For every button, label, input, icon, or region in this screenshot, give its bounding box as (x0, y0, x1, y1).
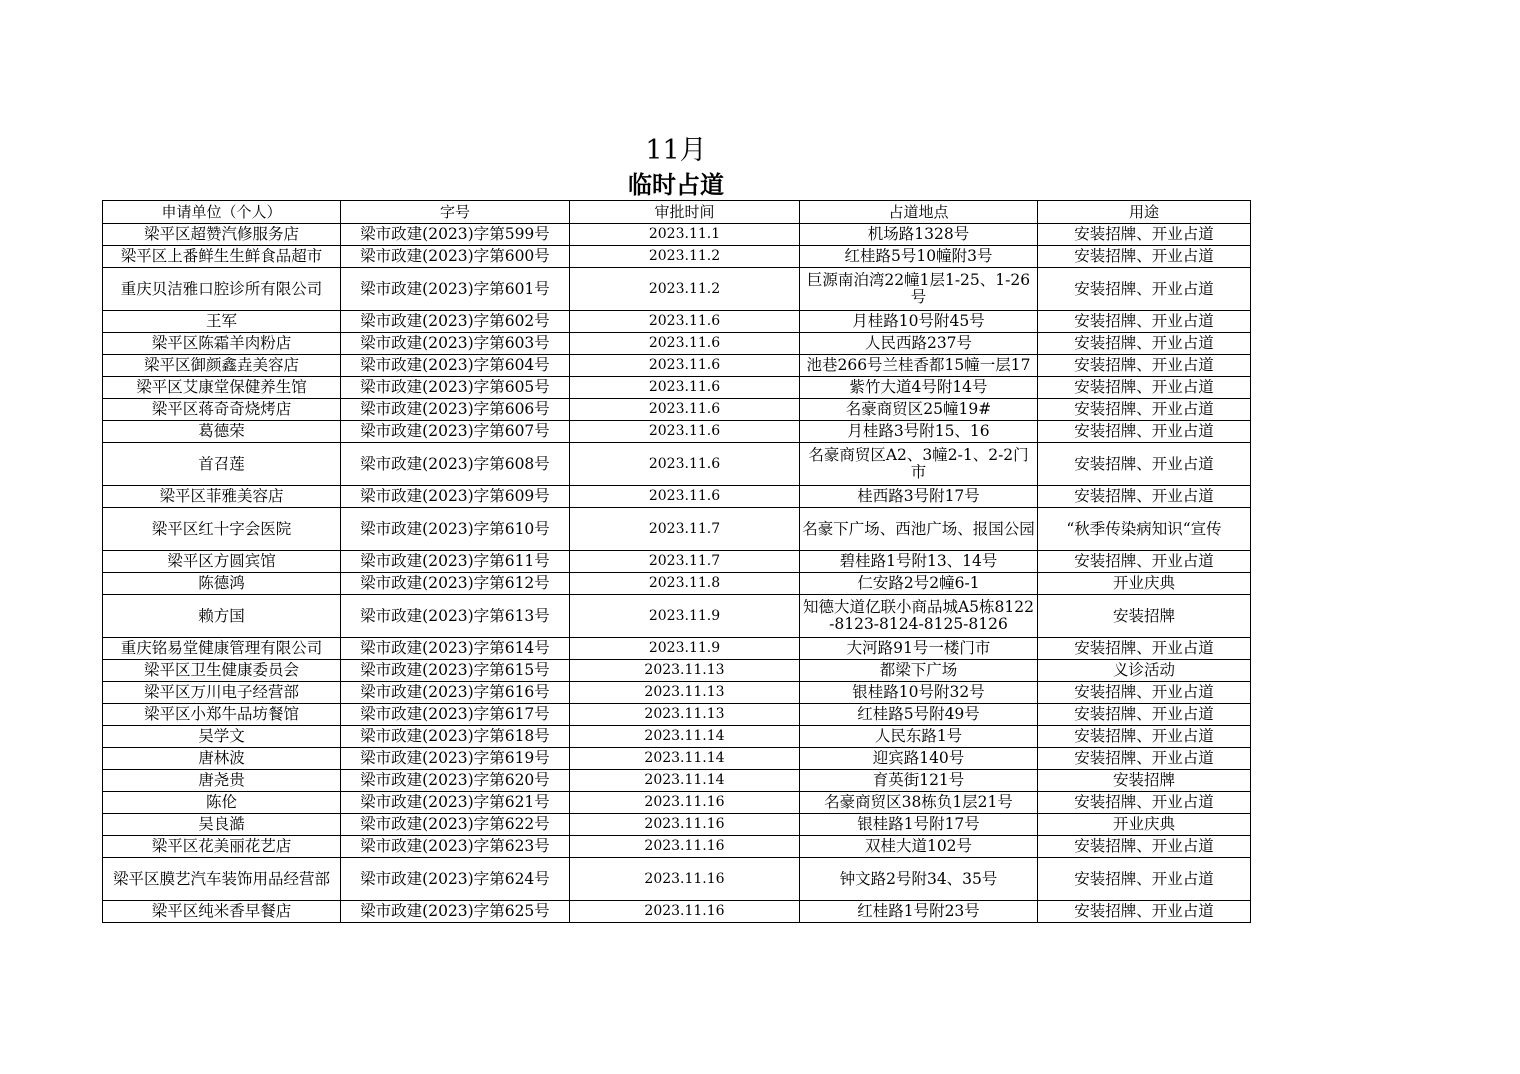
cell-purpose: 安装招牌、开业占道 (1038, 551, 1251, 573)
cell-location: 名豪商贸区38栋负1层21号 (800, 792, 1038, 814)
cell-permit-number: 梁市政建(2023)字第613号 (341, 595, 570, 638)
table-row (103, 660, 1251, 682)
cell-permit-number: 梁市政建(2023)字第620号 (341, 770, 570, 792)
cell-applicant: 吴学文 (103, 726, 341, 748)
cell-purpose: 安装招牌、开业占道 (1038, 399, 1251, 421)
cell-location: 紫竹大道4号附14号 (800, 377, 1038, 399)
cell-location: 钟文路2号附34、35号 (800, 858, 1038, 901)
cell-approval-date: 2023.11.9 (570, 595, 800, 638)
cell-purpose: 安装招牌、开业占道 (1038, 836, 1251, 858)
cell-applicant: 陈德鸿 (103, 573, 341, 595)
cell-location: 月桂路10号附45号 (800, 311, 1038, 333)
cell-permit-number: 梁市政建(2023)字第622号 (341, 814, 570, 836)
table-row (103, 748, 1251, 770)
table-row (103, 377, 1251, 399)
table-row (103, 901, 1251, 923)
cell-purpose: 安装招牌、开业占道 (1038, 704, 1251, 726)
cell-approval-date: 2023.11.2 (570, 246, 800, 268)
cell-applicant: 赖方国 (103, 595, 341, 638)
month-heading: 11月 (645, 135, 707, 166)
cell-approval-date: 2023.11.16 (570, 792, 800, 814)
cell-permit-number: 梁市政建(2023)字第600号 (341, 246, 570, 268)
cell-permit-number: 梁市政建(2023)字第616号 (341, 682, 570, 704)
cell-approval-date: 2023.11.14 (570, 748, 800, 770)
cell-purpose: 开业庆典 (1038, 573, 1251, 595)
cell-permit-number: 梁市政建(2023)字第610号 (341, 508, 570, 551)
cell-permit-number: 梁市政建(2023)字第603号 (341, 333, 570, 355)
table-row (103, 573, 1251, 595)
cell-approval-date: 2023.11.13 (570, 704, 800, 726)
cell-purpose: 安装招牌、开业占道 (1038, 246, 1251, 268)
cell-purpose: 安装招牌、开业占道 (1038, 638, 1251, 660)
cell-approval-date: 2023.11.14 (570, 770, 800, 792)
cell-purpose: 安装招牌 (1038, 595, 1251, 638)
cell-purpose: “秋季传染病知识“宣传 (1038, 508, 1251, 551)
column-header-applicant: 申请单位（个人） (103, 201, 341, 224)
cell-purpose: 安装招牌、开业占道 (1038, 858, 1251, 901)
table-body (103, 224, 1251, 923)
cell-approval-date: 2023.11.7 (570, 551, 800, 573)
cell-applicant: 葛德荣 (103, 421, 341, 443)
cell-permit-number: 梁市政建(2023)字第605号 (341, 377, 570, 399)
table-row (103, 443, 1251, 486)
cell-applicant: 梁平区陈霜羊肉粉店 (103, 333, 341, 355)
column-header-purpose: 用途 (1038, 201, 1251, 224)
cell-location: 名豪商贸区A2、3幢2-1、2-2门市 (800, 443, 1038, 486)
cell-purpose: 安装招牌 (1038, 770, 1251, 792)
table-row (103, 836, 1251, 858)
cell-applicant: 梁平区花美丽花艺店 (103, 836, 341, 858)
table-row (103, 399, 1251, 421)
table-row (103, 224, 1251, 246)
cell-approval-date: 2023.11.6 (570, 486, 800, 508)
cell-permit-number: 梁市政建(2023)字第599号 (341, 224, 570, 246)
cell-applicant: 梁平区御颜鑫垚美容店 (103, 355, 341, 377)
cell-approval-date: 2023.11.2 (570, 268, 800, 311)
cell-applicant: 梁平区纯米香早餐店 (103, 901, 341, 923)
cell-approval-date: 2023.11.16 (570, 901, 800, 923)
cell-approval-date: 2023.11.8 (570, 573, 800, 595)
table-row (103, 311, 1251, 333)
page-title: 临时占道 (628, 171, 724, 199)
cell-location: 红桂路5号10幢附3号 (800, 246, 1038, 268)
cell-purpose: 安装招牌、开业占道 (1038, 224, 1251, 246)
cell-purpose: 安装招牌、开业占道 (1038, 377, 1251, 399)
cell-approval-date: 2023.11.6 (570, 377, 800, 399)
cell-location: 人民东路1号 (800, 726, 1038, 748)
cell-location: 双桂大道102号 (800, 836, 1038, 858)
cell-approval-date: 2023.11.9 (570, 638, 800, 660)
table-header-row (103, 201, 1251, 224)
cell-location: 人民西路237号 (800, 333, 1038, 355)
table-row (103, 486, 1251, 508)
column-header-date: 审批时间 (570, 201, 800, 224)
cell-purpose: 安装招牌、开业占道 (1038, 268, 1251, 311)
cell-approval-date: 2023.11.6 (570, 311, 800, 333)
cell-location: 都梁下广场 (800, 660, 1038, 682)
cell-location: 红桂路1号附23号 (800, 901, 1038, 923)
cell-permit-number: 梁市政建(2023)字第617号 (341, 704, 570, 726)
cell-location: 巨源南泊湾22幢1层1-25、1-26号 (800, 268, 1038, 311)
cell-applicant: 梁平区菲雅美容店 (103, 486, 341, 508)
cell-approval-date: 2023.11.14 (570, 726, 800, 748)
cell-approval-date: 2023.11.1 (570, 224, 800, 246)
cell-permit-number: 梁市政建(2023)字第614号 (341, 638, 570, 660)
cell-permit-number: 梁市政建(2023)字第601号 (341, 268, 570, 311)
cell-location: 迎宾路140号 (800, 748, 1038, 770)
table-row (103, 421, 1251, 443)
cell-permit-number: 梁市政建(2023)字第615号 (341, 660, 570, 682)
cell-applicant: 梁平区方圆宾馆 (103, 551, 341, 573)
cell-applicant: 重庆铭易堂健康管理有限公司 (103, 638, 341, 660)
cell-applicant: 重庆贝洁雅口腔诊所有限公司 (103, 268, 341, 311)
cell-location: 机场路1328号 (800, 224, 1038, 246)
table-row (103, 792, 1251, 814)
cell-approval-date: 2023.11.7 (570, 508, 800, 551)
cell-purpose: 安装招牌、开业占道 (1038, 311, 1251, 333)
table-row (103, 333, 1251, 355)
cell-purpose: 安装招牌、开业占道 (1038, 421, 1251, 443)
cell-location: 仁安路2号2幢6-1 (800, 573, 1038, 595)
cell-applicant: 梁平区卫生健康委员会 (103, 660, 341, 682)
cell-applicant: 梁平区膜艺汽车装饰用品经营部 (103, 858, 341, 901)
cell-approval-date: 2023.11.16 (570, 858, 800, 901)
cell-approval-date: 2023.11.6 (570, 333, 800, 355)
cell-applicant: 梁平区万川电子经营部 (103, 682, 341, 704)
table-row (103, 726, 1251, 748)
cell-permit-number: 梁市政建(2023)字第623号 (341, 836, 570, 858)
cell-location: 月桂路3号附15、16 (800, 421, 1038, 443)
table-row (103, 858, 1251, 901)
cell-applicant: 梁平区红十字会医院 (103, 508, 341, 551)
cell-location: 知德大道亿联小商品城A5栋8122-8123-8124-8125-8126 (800, 595, 1038, 638)
cell-permit-number: 梁市政建(2023)字第618号 (341, 726, 570, 748)
table-row (103, 595, 1251, 638)
cell-permit-number: 梁市政建(2023)字第625号 (341, 901, 570, 923)
cell-purpose: 安装招牌、开业占道 (1038, 682, 1251, 704)
cell-approval-date: 2023.11.13 (570, 660, 800, 682)
cell-permit-number: 梁市政建(2023)字第619号 (341, 748, 570, 770)
table-row (103, 682, 1251, 704)
cell-location: 大河路91号一楼门市 (800, 638, 1038, 660)
cell-permit-number: 梁市政建(2023)字第606号 (341, 399, 570, 421)
cell-location: 池巷266号兰桂香都15幢一层17 (800, 355, 1038, 377)
table-row (103, 770, 1251, 792)
cell-location: 桂西路3号附17号 (800, 486, 1038, 508)
cell-location: 碧桂路1号附13、14号 (800, 551, 1038, 573)
cell-applicant: 吴良澔 (103, 814, 341, 836)
cell-location: 名豪商贸区25幢19# (800, 399, 1038, 421)
cell-location: 红桂路5号附49号 (800, 704, 1038, 726)
cell-permit-number: 梁市政建(2023)字第624号 (341, 858, 570, 901)
permit-table (102, 200, 1251, 923)
table-row (103, 704, 1251, 726)
column-header-location: 占道地点 (800, 201, 1038, 224)
cell-permit-number: 梁市政建(2023)字第604号 (341, 355, 570, 377)
cell-purpose: 义诊活动 (1038, 660, 1251, 682)
cell-purpose: 开业庆典 (1038, 814, 1251, 836)
cell-permit-number: 梁市政建(2023)字第621号 (341, 792, 570, 814)
cell-permit-number: 梁市政建(2023)字第602号 (341, 311, 570, 333)
cell-applicant: 梁平区超赞汽修服务店 (103, 224, 341, 246)
cell-applicant: 梁平区上番鲜生生鲜食品超市 (103, 246, 341, 268)
cell-purpose: 安装招牌、开业占道 (1038, 901, 1251, 923)
cell-approval-date: 2023.11.16 (570, 814, 800, 836)
cell-purpose: 安装招牌、开业占道 (1038, 726, 1251, 748)
cell-applicant: 梁平区小郑牛品坊餐馆 (103, 704, 341, 726)
cell-purpose: 安装招牌、开业占道 (1038, 792, 1251, 814)
cell-permit-number: 梁市政建(2023)字第609号 (341, 486, 570, 508)
cell-approval-date: 2023.11.6 (570, 443, 800, 486)
column-header-number: 字号 (341, 201, 570, 224)
cell-applicant: 王军 (103, 311, 341, 333)
cell-applicant: 梁平区蒋奇奇烧烤店 (103, 399, 341, 421)
table-row (103, 268, 1251, 311)
cell-permit-number: 梁市政建(2023)字第608号 (341, 443, 570, 486)
table-row (103, 638, 1251, 660)
cell-purpose: 安装招牌、开业占道 (1038, 443, 1251, 486)
cell-approval-date: 2023.11.16 (570, 836, 800, 858)
cell-applicant: 首召莲 (103, 443, 341, 486)
cell-location: 银桂路10号附32号 (800, 682, 1038, 704)
table-row (103, 551, 1251, 573)
cell-approval-date: 2023.11.6 (570, 399, 800, 421)
table-row (103, 246, 1251, 268)
cell-location: 银桂路1号附17号 (800, 814, 1038, 836)
table-row (103, 814, 1251, 836)
cell-purpose: 安装招牌、开业占道 (1038, 486, 1251, 508)
cell-approval-date: 2023.11.6 (570, 421, 800, 443)
cell-applicant: 陈伦 (103, 792, 341, 814)
table-row (103, 508, 1251, 551)
cell-purpose: 安装招牌、开业占道 (1038, 333, 1251, 355)
cell-permit-number: 梁市政建(2023)字第611号 (341, 551, 570, 573)
cell-location: 育英街121号 (800, 770, 1038, 792)
cell-purpose: 安装招牌、开业占道 (1038, 355, 1251, 377)
cell-applicant: 唐林波 (103, 748, 341, 770)
cell-permit-number: 梁市政建(2023)字第607号 (341, 421, 570, 443)
cell-applicant: 梁平区艾康堂保健养生馆 (103, 377, 341, 399)
cell-approval-date: 2023.11.6 (570, 355, 800, 377)
table-row (103, 355, 1251, 377)
cell-location: 名豪下广场、西池广场、报国公园 (800, 508, 1038, 551)
cell-permit-number: 梁市政建(2023)字第612号 (341, 573, 570, 595)
cell-applicant: 唐尧贵 (103, 770, 341, 792)
cell-approval-date: 2023.11.13 (570, 682, 800, 704)
cell-purpose: 安装招牌、开业占道 (1038, 748, 1251, 770)
